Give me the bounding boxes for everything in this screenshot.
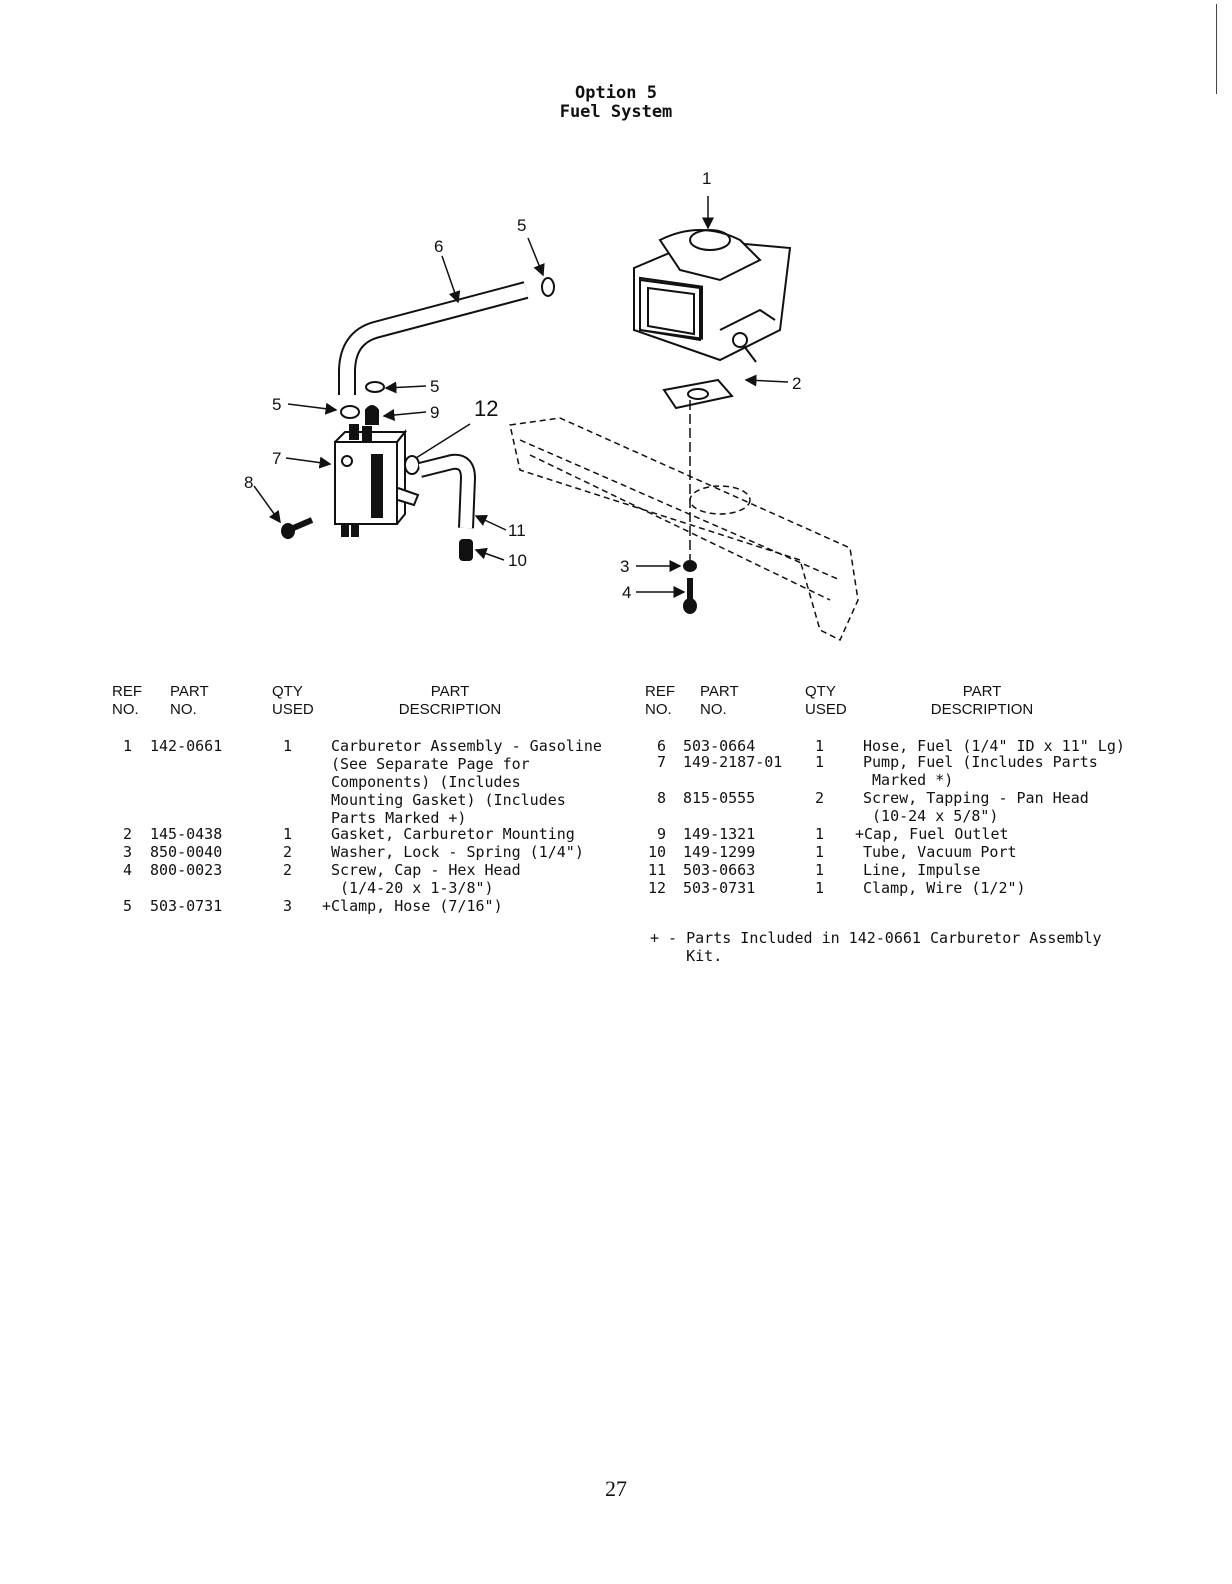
table-cell-part: 149-1299 <box>683 843 756 861</box>
table-cell-qty: 1 <box>815 861 825 879</box>
table-cell-ref: 1 <box>122 737 132 755</box>
table-cell-part: 503-0664 <box>683 737 756 755</box>
callout-6: 6 <box>434 237 444 256</box>
table-cell-desc: Hose, Fuel (1/4" ID x 11" Lg) <box>863 737 1125 755</box>
vacuum-port-tube <box>460 540 472 560</box>
table-cell-desc: +Clamp, Hose (7/16") <box>322 897 503 915</box>
table-cell-part: 149-2187-01 <box>683 753 783 771</box>
lock-washer <box>684 561 696 571</box>
table-cell-part: 142-0661 <box>150 737 223 755</box>
table-cell-part: 149-1321 <box>683 825 756 843</box>
right-header-part: PART NO. <box>700 683 739 718</box>
table-cell-qty: 2 <box>283 861 293 879</box>
leader-6 <box>442 256 458 302</box>
callout-3: 3 <box>620 557 630 576</box>
table-cell-desc: Washer, Lock - Spring (1/4") <box>331 843 584 861</box>
table-cell-part: 850-0040 <box>150 843 223 861</box>
table-cell-desc: Screw, Tapping - Pan Head (10-24 x 5/8") <box>863 789 1089 825</box>
table-cell-part: 503-0663 <box>683 861 756 879</box>
leader-11 <box>476 516 506 530</box>
title-line-2: Fuel System <box>559 102 673 122</box>
table-cell-desc: Clamp, Wire (1/2") <box>863 879 1026 897</box>
table-cell-desc: Tube, Vacuum Port <box>863 843 1017 861</box>
table-cell-qty: 1 <box>815 737 825 755</box>
leader-8 <box>254 486 280 522</box>
leader-5-middle <box>386 386 426 388</box>
callout-11: 11 <box>508 521 526 540</box>
hose-clamp-lower <box>341 406 359 418</box>
table-cell-qty: 1 <box>283 825 293 843</box>
table-cell-ref: 2 <box>122 825 132 843</box>
callout-7: 7 <box>272 449 282 468</box>
callout-1: 1 <box>702 169 712 188</box>
left-header-desc: PART DESCRIPTION <box>398 683 502 718</box>
table-cell-desc: +Cap, Fuel Outlet <box>855 825 1009 843</box>
leader-2 <box>746 380 788 382</box>
table-cell-desc: Gasket, Carburetor Mounting <box>331 825 575 843</box>
table-cell-ref: 11 <box>647 861 666 879</box>
leader-12 <box>416 424 470 458</box>
table-cell-ref: 4 <box>122 861 132 879</box>
right-header-qty: QTY USED <box>805 683 847 718</box>
callout-5-left: 5 <box>272 395 282 414</box>
table-cell-ref: 9 <box>656 825 666 843</box>
fuel-pump <box>335 425 418 536</box>
leader-5-top <box>528 238 543 275</box>
table-cell-desc: Carburetor Assembly - Gasoline (See Separate Page for Components) (Includes Mounting Gasket) (Includes Parts Marked +) <box>331 737 602 827</box>
table-cell-ref: 8 <box>656 789 666 807</box>
table-cell-desc: Screw, Cap - Hex Head (1/4-20 x 1-3/8") <box>331 861 521 897</box>
callout-9: 9 <box>430 403 440 422</box>
table-cell-part: 145-0438 <box>150 825 223 843</box>
leader-7 <box>286 458 330 464</box>
callout-8: 8 <box>244 473 254 492</box>
table-cell-qty: 2 <box>283 843 293 861</box>
right-header-ref: REF NO. <box>645 683 675 718</box>
table-cell-part: 503-0731 <box>683 879 756 897</box>
left-header-ref: REF NO. <box>112 683 142 718</box>
callout-10: 10 <box>508 551 527 570</box>
carburetor-assembly <box>634 230 790 362</box>
callout-2: 2 <box>792 374 802 393</box>
left-header-qty: QTY USED <box>272 683 314 718</box>
leader-10 <box>476 550 504 560</box>
title-line-1: Option 5 <box>575 83 657 103</box>
leader-5-left <box>288 404 336 410</box>
leader-9 <box>384 412 426 416</box>
hose-clamp-middle <box>366 382 384 392</box>
left-header-part: PART NO. <box>170 683 209 718</box>
page-number: 27 <box>605 1476 627 1501</box>
table-cell-part: 800-0023 <box>150 861 223 879</box>
table-cell-ref: 5 <box>122 897 132 915</box>
table-cell-qty: 1 <box>283 737 293 755</box>
carburetor-mounting-gasket <box>664 380 732 408</box>
table-cell-qty: 3 <box>283 897 293 915</box>
table-cell-ref: 7 <box>656 753 666 771</box>
table-cell-part: 815-0555 <box>683 789 756 807</box>
hose-clamp-top <box>542 278 554 296</box>
table-cell-ref: 6 <box>656 737 666 755</box>
callout-4: 4 <box>622 583 632 602</box>
right-header-desc: PART DESCRIPTION <box>930 683 1034 718</box>
footnote: + - Parts Included in 142-0661 Carburetor Assembly Kit. <box>650 929 1102 965</box>
table-cell-qty: 2 <box>815 789 825 807</box>
table-cell-qty: 1 <box>815 879 825 897</box>
table-cell-qty: 1 <box>815 843 825 861</box>
callout-5-middle: 5 <box>430 377 440 396</box>
table-cell-qty: 1 <box>815 825 825 843</box>
table-cell-ref: 3 <box>122 843 132 861</box>
callout-12: 12 <box>474 396 499 421</box>
table-cell-part: 503-0731 <box>150 897 223 915</box>
fuel-outlet-cap <box>366 406 378 424</box>
table-cell-desc: Line, Impulse <box>863 861 981 879</box>
table-cell-ref: 12 <box>647 879 666 897</box>
fuel-system-exploded-diagram <box>0 0 1232 670</box>
table-cell-qty: 1 <box>815 753 825 771</box>
table-cell-desc: Pump, Fuel (Includes Parts Marked *) <box>863 753 1098 789</box>
wire-clamp <box>405 456 419 474</box>
table-cell-ref: 10 <box>647 843 666 861</box>
callout-5-top: 5 <box>517 216 527 235</box>
